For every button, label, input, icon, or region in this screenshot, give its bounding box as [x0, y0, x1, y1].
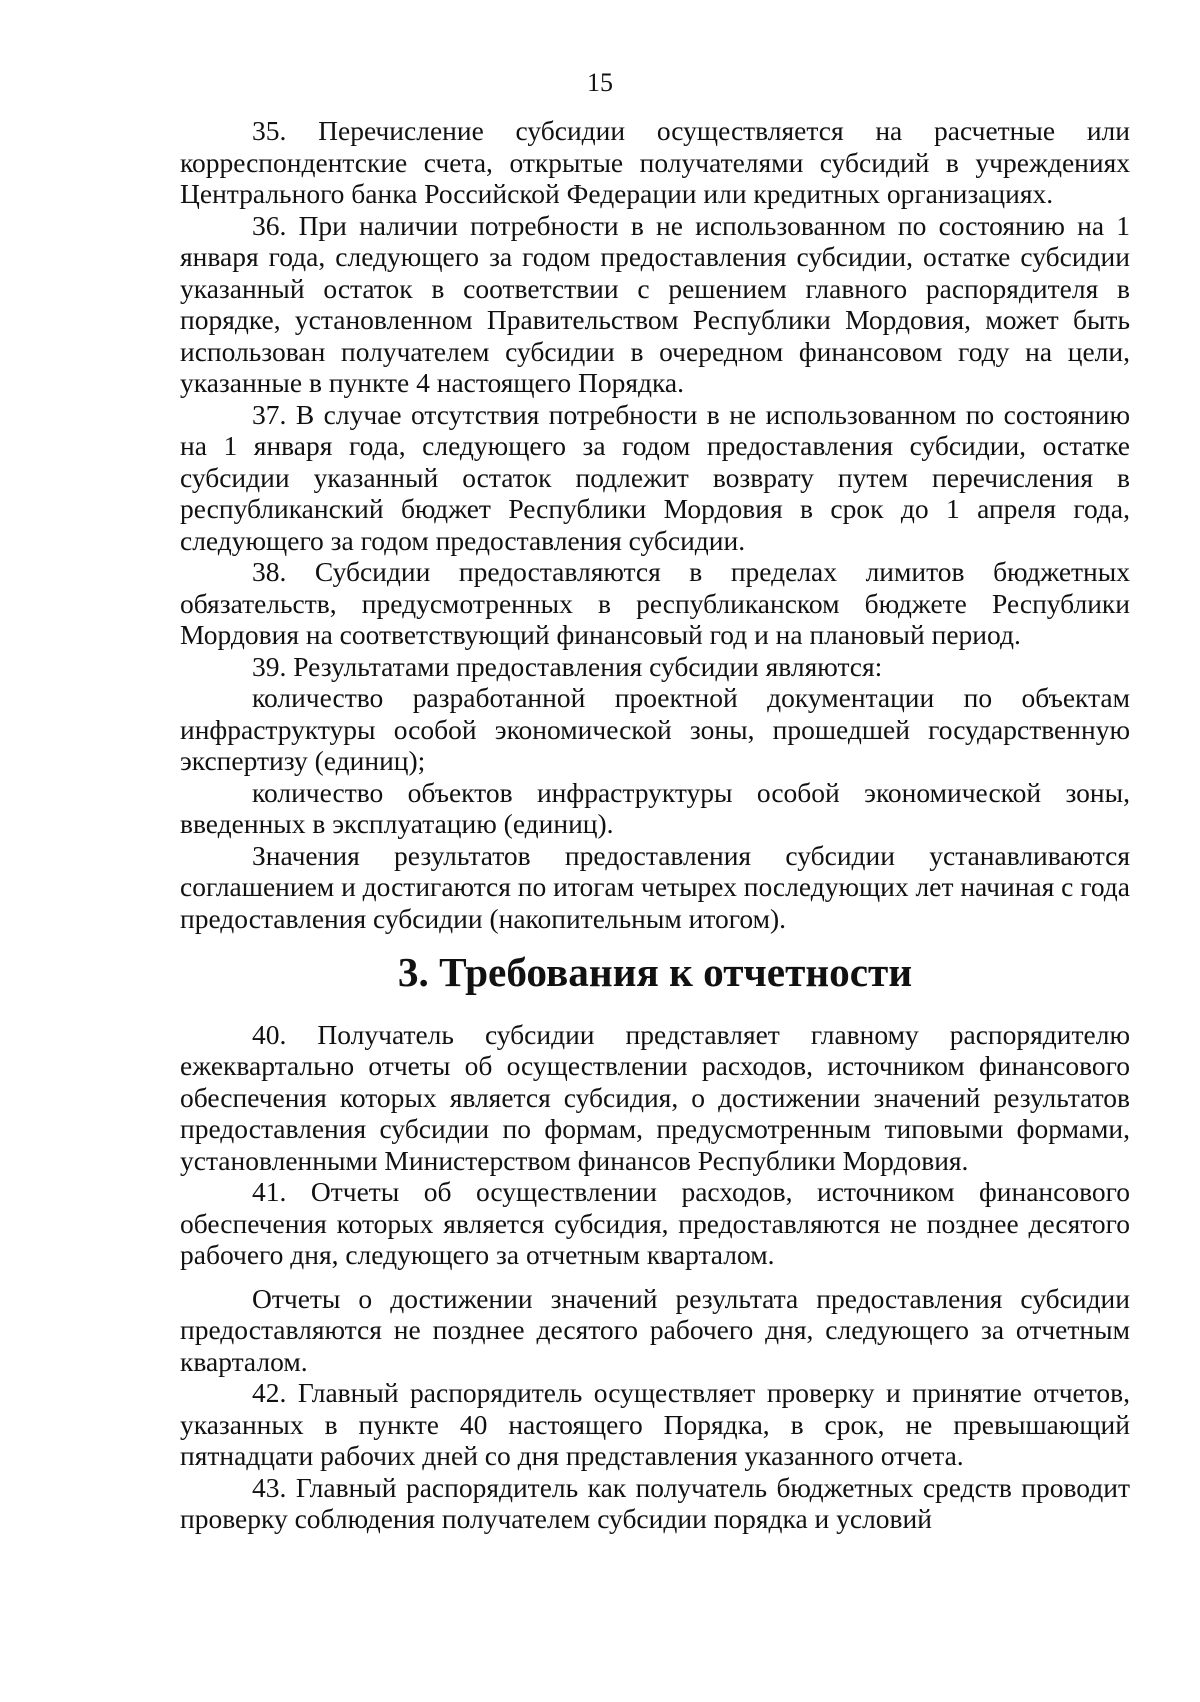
- page-number: 15: [587, 68, 613, 97]
- paragraph-42: 42. Главный распорядитель осуществляет проверку и принятие отчетов, указанных в пункте 40 настоящего Порядка, в срок, не превышающий пятнадцати рабочих дней со дня представления указанного отчета.: [180, 1377, 1130, 1471]
- section-heading: 3. Требования к отчетности: [397, 949, 913, 995]
- paragraph-result-values: Значения результатов предоставления субсидии устанавливаются соглашением и достигаются по итогам четырех последующих лет начиная с года предоставления субсидии (накопительным итогом).: [180, 839, 1130, 934]
- paragraph-35: 35. Перечисление субсидии осуществляется на расчетные или корреспондентские счета, открытые получателями субсидий в учреждениях Центрального банка Российской Федерации или кредитных организациях.: [180, 115, 1130, 209]
- paragraph-41: 41. Отчеты об осуществлении расходов, источником финансового обеспечения которых является субсидия, предоставляются не позднее десятого рабочего дня, следующего за отчетным кварталом.: [180, 1176, 1130, 1270]
- result-item-design-docs: количество разработанной проектной документации по объектам инфраструктуры особой экономической зоны, прошедшей государственную экспертизу (единиц);: [180, 682, 1130, 776]
- paragraph-39: 39. Результатами предоставления субсидии являются:: [252, 650, 883, 682]
- paragraph-36: 36. При наличии потребности в не использованном по состоянию на 1 января года, следующего за годом предоставления субсидии, остатке субсидии указанный остаток в соответствии с решением главного распорядителя в порядке, установленном Правительством Республики Мордовия, может быть использован получателем субсидии в очередном финансовом году на цели, указанные в пункте 4 настоящего Порядка.: [180, 209, 1130, 398]
- paragraph-40: 40. Получатель субсидии представляет главному распорядителю ежеквартально отчеты об осуществлении расходов, источником финансового обеспечения которых является субсидия, о достижении значений результатов предоставления субсидии по формам, предусмотренным типовыми формами, установленными Министерством финансов Республики Мордовия.: [180, 1018, 1130, 1176]
- result-item-commissioned-objects: количество объектов инфраструктуры особой экономической зоны, введенных в эксплуатацию (единиц).: [180, 776, 1130, 839]
- paragraph-43: 43. Главный распорядитель как получатель бюджетных средств проводит проверку соблюдения получателем субсидии порядка и условий: [180, 1471, 1130, 1534]
- paragraph-41-reports: Отчеты о достижении значений результата предоставления субсидии предоставляются не позднее десятого рабочего дня, следующего за отчетным кварталом.: [180, 1282, 1130, 1377]
- paragraph-38: 38. Субсидии предоставляются в пределах лимитов бюджетных обязательств, предусмотренных в республиканском бюджете Республики Мордовия на соответствующий финансовый год и на плановый период.: [180, 556, 1130, 650]
- paragraph-37: 37. В случае отсутствия потребности в не использованном по состоянию на 1 января года, следующего за годом предоставления субсидии, остатке субсидии указанный остаток подлежит возврату путем перечисления в республиканский бюджет Республики Мордовия в срок до 1 апреля года, следующего за годом предоставления субсидии.: [180, 398, 1130, 556]
- document-body: [180, 115, 1130, 1535]
